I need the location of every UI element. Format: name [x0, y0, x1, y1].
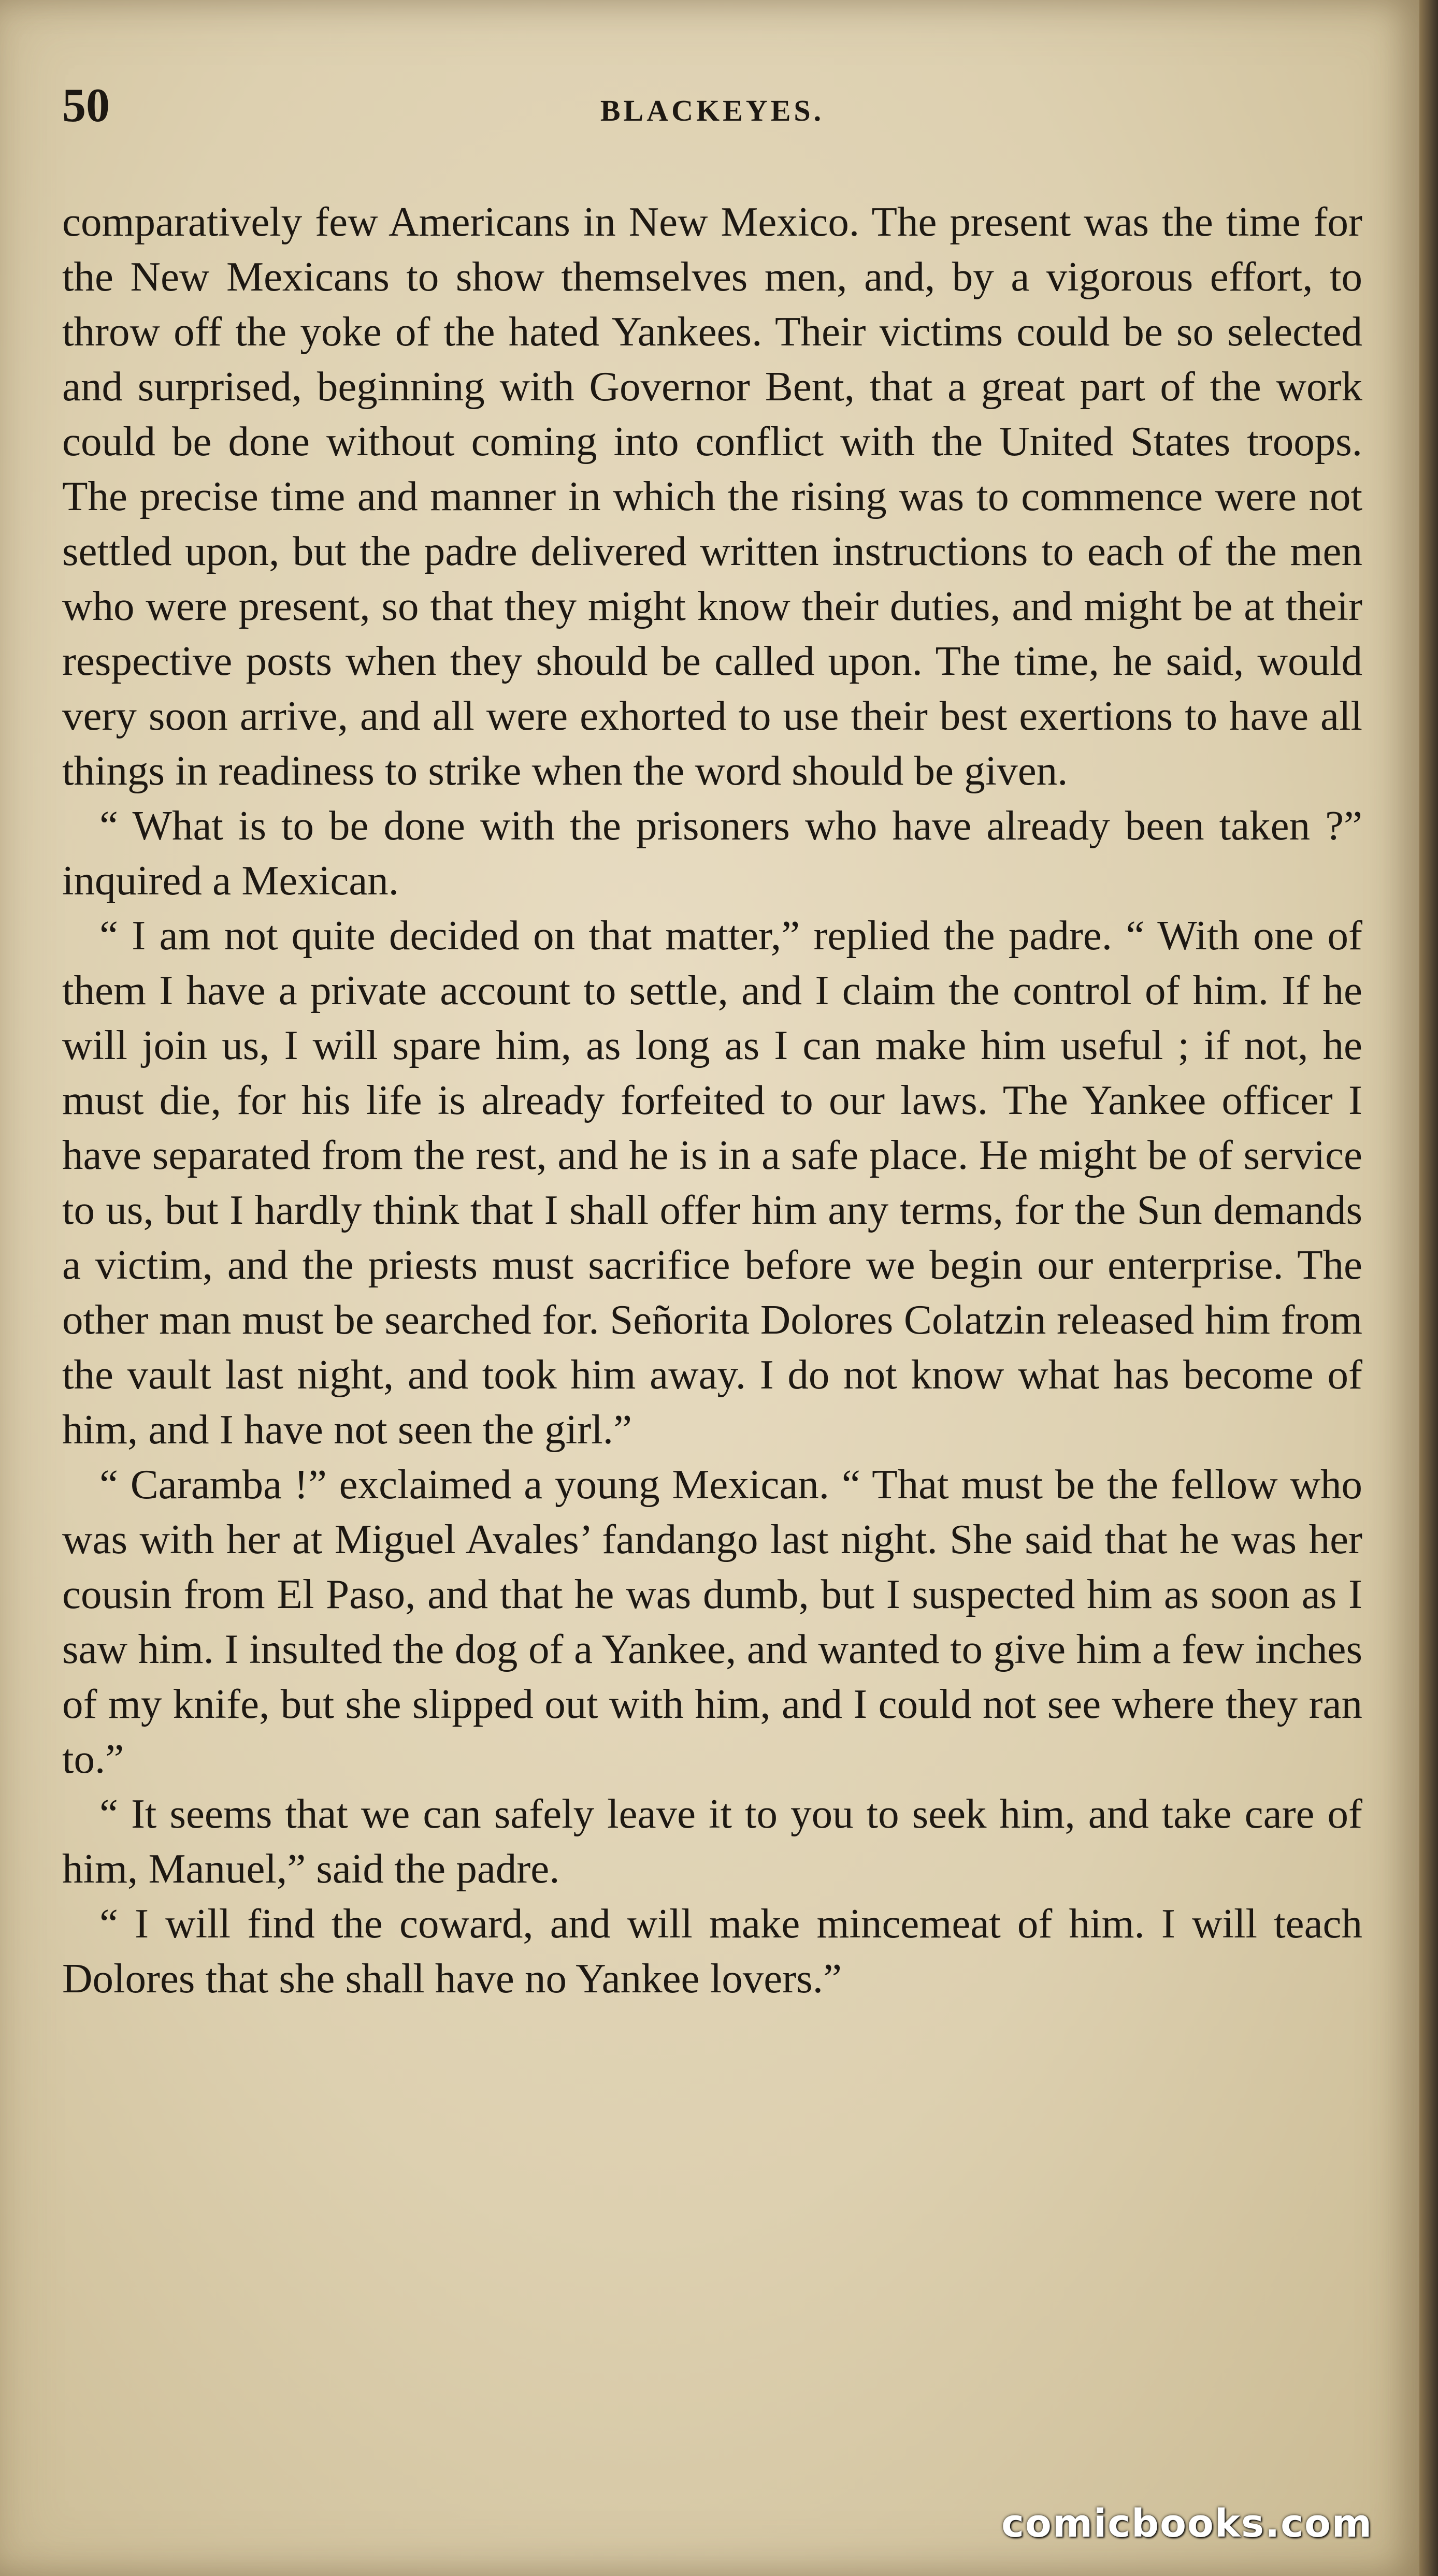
paragraph: comparatively few Americans in New Mexico. The present was the time for the New Mexicans to show themselves men, and, by a vigorous effort, to throw off the yoke of the hated Yankees. Their victims could be so selected and surprised, beginning with Governor Bent, that a great part of the work could be done without coming into conflict with the United States troops. The precise time and manner in which the rising was to commence were not settled upon, but the padre delivered written instructions to each of the men who were present, so that they might know their duties, and might be at their respective posts when they should be called upon. The time, he said, would very soon arrive, and all were exhorted to use their best exertions to have all things in readiness to strike when the word should be given. — [62, 198, 1362, 794]
paragraph: “ I am not quite decided on that matter,” replied the padre. “ With one of them I have a private account to settle, and I claim the control of him. If he will join us, I will spare him, as long as I can make him useful ; if not, he must die, for his life is already forfeited to our laws. The Yankee officer I have separated from the rest, and he is in a safe place. He might be of service to us, but I hardly think that I shall offer him any terms, for the Sun demands a victim, and the priests must sacrifice before we begin our enterprise. The other man must be searched for. Señorita Dolores Colatzin released him from the vault last night, and took him away. I do not know what has become of him, and I have not seen the girl.” — [62, 912, 1362, 1453]
paragraph: “ It seems that we can safely leave it to you to seek him, and take care of him, Manuel,” said the padre. — [62, 1790, 1362, 1892]
running-head: BLACKEYES. — [600, 94, 825, 127]
body-text — [62, 194, 1362, 2006]
paragraph: “ What is to be done with the prisoners who have already been taken ?” inquired a Mexican. — [62, 802, 1362, 904]
paragraph: “ I will find the coward, and will make mincemeat of him. I will teach Dolores that she shall have no Yankee lovers.” — [62, 1900, 1362, 2002]
page-edge — [1419, 0, 1438, 2576]
page-number: 50 — [62, 79, 110, 132]
paragraph: “ Caramba !” exclaimed a young Mexican. “ That must be the fellow who was with her at Miguel Avales’ fandango last night. She said that he was her cousin from El Paso, and that he was dumb, but I suspected him as soon as I saw him. I insulted the dog of a Yankee, and wanted to give him a few inches of my knife, but she slipped out with him, and I could not see where they ran to.” — [62, 1461, 1362, 1782]
watermark: comicbooks.com — [1001, 2501, 1373, 2546]
page-header — [62, 78, 1362, 145]
